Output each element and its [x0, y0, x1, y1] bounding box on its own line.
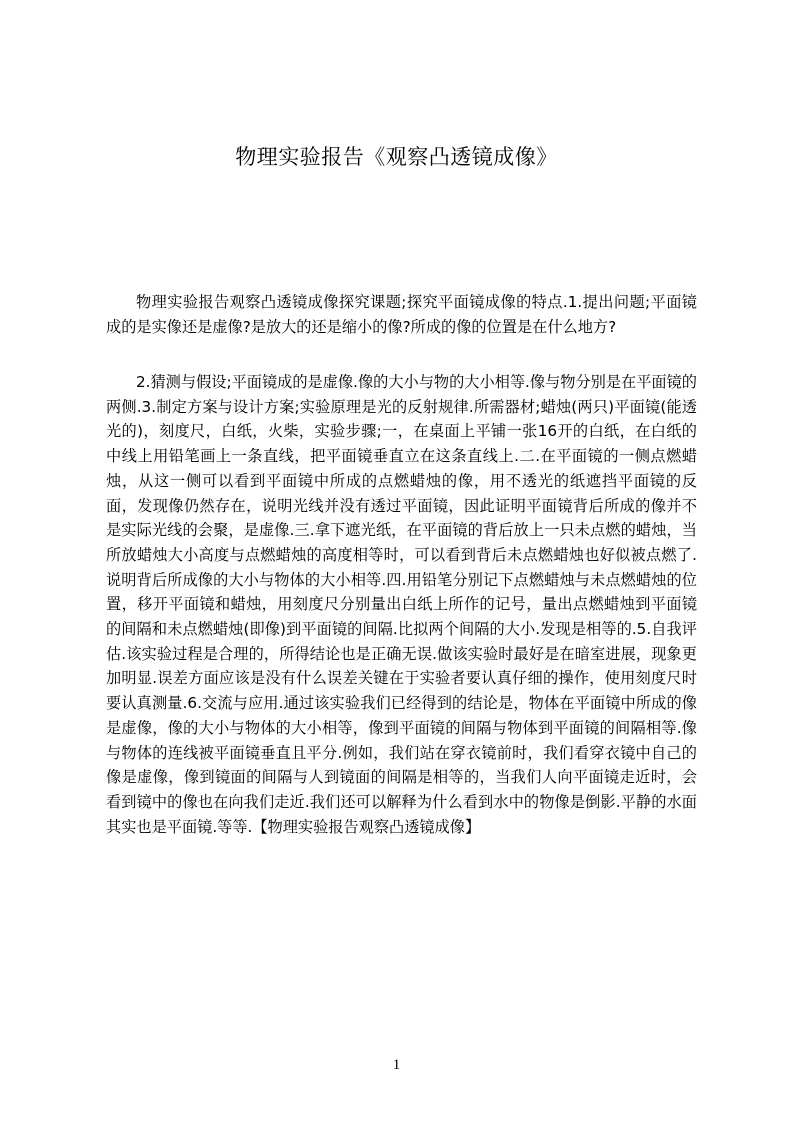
document-title: 物理实验报告《观察凸透镜成像》 [235, 145, 558, 169]
page-number: 1 [392, 1057, 401, 1073]
paragraph-intro: 物理实验报告观察凸透镜成像探究课题;探究平面镜成像的特点.1.提出问题;平面镜成的是实像还是虚像?是放大的还是缩小的像?所成的像的位置是在什么地方? [106, 293, 697, 336]
paragraph-main: 2.猜测与假设;平面镜成的是虚像.像的大小与物的大小相等.像与物分别是在平面镜的两侧.3.制定方案与设计方案;实验原理是光的反射规律.所需器材;蜡烛(两只)平面镜(能透光的)，刻度尺，白纸，火柴，实验步骤;一，在桌面上平铺一张16开的白纸，在白纸的中线上用铅笔画上一条直线，把平面镜垂直立在这条直线上.二.在平面镜的一侧点燃蜡烛，从这一侧可以看到平面镜中所成的点燃蜡烛的像，用不透光的纸遮挡平面镜的反面，发现像仍然存在，说明光线并没有透过平面镜，因此证明平面镜背后所成的像并不是实际光线的会聚，是虚像.三.拿下遮光纸，在平面镜的背后放上一只未点燃的蜡烛，当所放蜡烛大小高度与点燃蜡烛的高度相等时，可以看到背后未点燃蜡烛也好似被点燃了.说明背后所成像的大小与物体的大小相等.四.用铅笔分别记下点燃蜡烛与未点燃蜡烛的位置，移开平面镜和蜡烛，用刻度尺分别量出白纸上所作的记号，量出点燃蜡烛到平面镜的间隔和未点燃蜡烛(即像)到平面镜的间隔.比拟两个间隔的大小.发现是相等的.5.自我评估.该实验过程是合理的，所得结论也是正确无误.做该实验时最好是在暗室进展，现象更加明显.误差方面应该是没有什么误差关键在于实验者要认真仔细的操作，使用刻度尺时要认真测量.6.交流与应用.通过该实验我们已经得到的结论是，物体在平面镜中所成的像是虚像，像的大小与物体的大小相等，像到平面镜的间隔与物体到平面镜的间隔相等.像与物体的连线被平面镜垂直且平分.例如，我们站在穿衣镜前时，我们看穿衣镜中自己的像是虚像，像到镜面的间隔与人到镜面的间隔是相等的，当我们人向平面镜走近时，会看到镜中的像也在向我们走近.我们还可以解释为什么看到水中的物像是倒影.平静的水面其实也是平面镜.等等.【物理实验报告观察凸透镜成像】 [106, 373, 697, 836]
